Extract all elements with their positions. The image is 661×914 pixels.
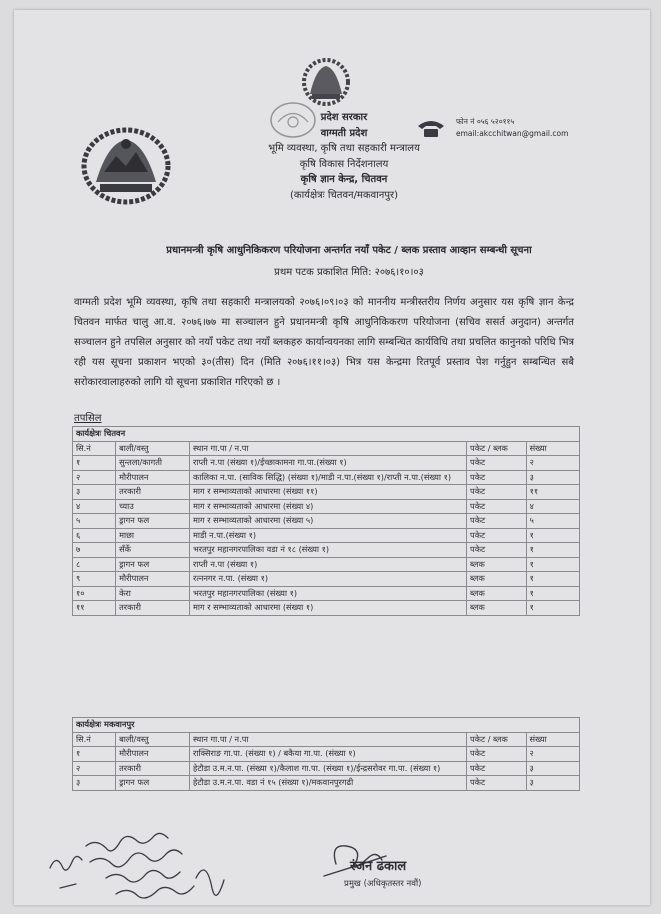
table-cell: ३ [526, 761, 579, 776]
table-cell: पकेट [467, 514, 527, 529]
table-cell: राक्सिराङ गा.पा. (संख्या १) / बकैया गा.पा. (संख्या १) [189, 747, 466, 762]
column-header: बाली/वस्तु [116, 441, 190, 456]
table-cell: ब्लक [467, 601, 527, 616]
table-cell: पकेट [467, 470, 527, 485]
table-cell: माग र सम्भाव्यताको आधारमा (संख्या ११) [189, 485, 466, 500]
table-row [73, 747, 580, 762]
table-row [73, 485, 580, 500]
table-row [73, 776, 580, 791]
table-cell: च्याउ [116, 499, 190, 514]
column-header: सि.नं [73, 732, 116, 747]
table-cell: ४ [73, 499, 116, 514]
table-cell: ब्लक [467, 586, 527, 601]
column-header: संख्या [526, 732, 579, 747]
table-cell: पकेट [467, 747, 527, 762]
table-cell: ड्रागन फल [116, 776, 190, 791]
table-cell: मौरीपालन [116, 572, 190, 587]
handwritten-note-icon [46, 818, 232, 914]
table-cell: १ [526, 572, 579, 587]
table-cell: सँर्के [116, 543, 190, 558]
table-cell: २ [73, 761, 116, 776]
table-cell: १ [526, 543, 579, 558]
table-cell: १० [73, 586, 116, 601]
signatory-name: रंजन ढकाल [350, 859, 407, 874]
table-cell: ५ [73, 514, 116, 529]
table-cell: केरा [116, 586, 190, 601]
column-header: पकेट / ब्लक [467, 732, 527, 747]
table-cell: १ [526, 528, 579, 543]
table-row [73, 499, 580, 514]
nepal-emblem-icon [78, 122, 174, 208]
table-cell: सुन्तला/कागती [116, 456, 190, 471]
province-line: वाग्मती प्रदेश [320, 127, 368, 139]
table-cell: १ [526, 601, 579, 616]
table-cell: पकेट [467, 485, 527, 500]
table-cell: पकेट [467, 499, 527, 514]
table-cell: ड्रागन फल [116, 557, 190, 572]
table-row [73, 761, 580, 776]
notice-title: प्रधानमन्त्री कृषि आधुनिकिकरण परियोजना अन्तर्गत नयाँ पकेट / ब्लक प्रस्ताव आव्हान सम्बन्धी सूचना [166, 245, 532, 256]
table-row [73, 586, 580, 601]
notice-paragraph: वाग्मती प्रदेश भूमि व्यवस्था, कृषि तथा सहकारी मन्त्रालयको २०७६।०९।०३ को माननीय मन्त्रीस्तरीय निर्णय अनुसार यस कृषि ज्ञान केन्द्र चितवन मार्फत चालु आ.व. २०७६।७७ मा सञ्चालन हुने प्रधानमन्त्री कृषि आधुनिकिकरण परियोजना (सचिव ससर्त अनुदान) अन्तर्गत सञ्चालन हुने तपसिल अनुसार को नयाँ पकेट तथा नयाँ ब्लकहरु कार्यान्वयनका लागि सम्बन्धित कार्यविधि तथा प्रचलित कानुनको परिधि भित्र रही यस सूचना प्रकाशन भएको ३०(तीस) दिन (मिति २०७६।११।०३) भित्र यस केन्द्रमा रितपूर्व प्रस्ताव पेश गर्नुहुन सम्बन्धित सबै सरोकारवालाहरुको लागि यो सूचना प्रकाशित गरिएको छ । [74, 297, 574, 388]
table-header-row [73, 441, 580, 456]
table-cell: १ [526, 557, 579, 572]
table-cell: भरतपुर महानगरपालिका वडा नं १८ (संख्या १) [189, 543, 466, 558]
table-cell: ८ [73, 557, 116, 572]
table-cell: हेटौडा उ.म.न.पा. वडा नं १५ (संख्या १)/मकवानपुरगढी [189, 776, 466, 791]
table-cell: १ [526, 586, 579, 601]
table-cell: ३ [73, 485, 116, 500]
table-row [73, 514, 580, 529]
table-section-title: कार्यक्षेत्रः चितवन [73, 427, 580, 442]
table-cell: भरतपुर महानगरपालिका (संख्या १) [189, 586, 466, 601]
table-cell: तरकारी [116, 601, 190, 616]
table-cell: २ [526, 456, 579, 471]
column-header: संख्या [526, 441, 579, 456]
table-cell: कालिका न.पा. (साविक सिद्धि) (संख्या १)/माडी न.पा.(संख्या १)/राप्ती न.पा.(संख्या १) [189, 470, 466, 485]
telephone-icon [416, 118, 446, 138]
table-cell: पकेट [467, 528, 527, 543]
contact-info [456, 116, 568, 140]
table-cell: मौरीपालन [116, 470, 190, 485]
table-cell: ९ [73, 572, 116, 587]
table-cell: ३ [526, 470, 579, 485]
table-row [73, 528, 580, 543]
table-cell: ६ [73, 528, 116, 543]
publication-date: प्रथम पटक प्रकाशित मिति: २०७६।१०।०३ [274, 267, 424, 278]
column-header: बाली/वस्तु [116, 732, 190, 747]
table-cell: राप्ती न.पा (संख्या १)/ईच्छाकामना गा.पा.(संख्या १) [189, 456, 466, 471]
table-cell: ११ [526, 485, 579, 500]
table-cell: ५ [526, 514, 579, 529]
table-row [73, 572, 580, 587]
table-cell: तरकारी [116, 761, 190, 776]
table-cell: ब्लक [467, 557, 527, 572]
table-cell: राप्ती न.पा (संख्या १) [189, 557, 466, 572]
column-header: स्थान गा.पा / न.पा [189, 732, 466, 747]
table-row [73, 456, 580, 471]
column-header: सि.नं [73, 441, 116, 456]
table-cell: माग र सम्भाव्यताको आधारमा (संख्या ५) [189, 514, 466, 529]
table-cell: २ [73, 470, 116, 485]
table-cell: माछा [116, 528, 190, 543]
table-cell: ४ [526, 499, 579, 514]
makwanpur-table [72, 717, 580, 791]
column-header: स्थान गा.पा / न.पा [189, 441, 466, 456]
table-section-title: कार्यक्षेत्रः मकवानपुर [73, 718, 580, 733]
table-cell: रत्ननगर न.पा. (संख्या १) [189, 572, 466, 587]
table-cell: मौरीपालन [116, 747, 190, 762]
centre-line: कृषि ज्ञान केन्द्र, चितवन [300, 174, 388, 185]
table-row [73, 543, 580, 558]
table-cell: ३ [73, 776, 116, 791]
table-row [73, 470, 580, 485]
table-cell: पकेट [467, 543, 527, 558]
table-cell: हेटौडा उ.म.न.पा. (संख्या १)/कैलाश गा.पा. (संख्या १)/ईन्द्रसरोवर गा.पा. (संख्या १) [189, 761, 466, 776]
schedule-label: तपसिल [74, 413, 102, 424]
email-address: email:akcchitwan@gmail.com [456, 129, 569, 138]
table-cell: ११ [73, 601, 116, 616]
directorate-line: कृषि विकास निर्देशनालय [299, 158, 389, 170]
phone-number: फोन नं ०५६ ५२०११५ [456, 117, 515, 126]
table-row [73, 601, 580, 616]
table-cell: ३ [526, 776, 579, 791]
table-cell: माग र सम्भाव्यताको आधारमा (संख्या ४) [189, 499, 466, 514]
chitwan-table [72, 426, 580, 616]
table-cell: पकेट [467, 761, 527, 776]
table-cell: पकेट [467, 456, 527, 471]
table-cell: पकेट [467, 776, 527, 791]
column-header: पकेट / ब्लक [467, 441, 527, 456]
table-cell: माग र सम्भाव्यताको आधारमा (संख्या १) [189, 601, 466, 616]
document-page [14, 10, 650, 905]
signatory-title: प्रमुख (अधिकृतस्तर नवौं) [344, 879, 422, 889]
area-line: (कार्यक्षेत्रः चितवन/मकवानपुर) [289, 189, 398, 201]
table-cell: ७ [73, 543, 116, 558]
table-cell: १ [73, 747, 116, 762]
table-row [73, 557, 580, 572]
table-cell: ड्रागन फल [116, 514, 190, 529]
table-cell: माडी न.पा.(संख्या १) [189, 528, 466, 543]
table-header-row [73, 732, 580, 747]
table-cell: १ [73, 456, 116, 471]
table-cell: तरकारी [116, 485, 190, 500]
table-cell: २ [526, 747, 579, 762]
ministry-line: भूमि व्यवस्था, कृषि तथा सहकारी मन्त्रालय [268, 143, 420, 154]
government-line: प्रदेश सरकार [320, 112, 368, 123]
table-cell: ब्लक [467, 572, 527, 587]
